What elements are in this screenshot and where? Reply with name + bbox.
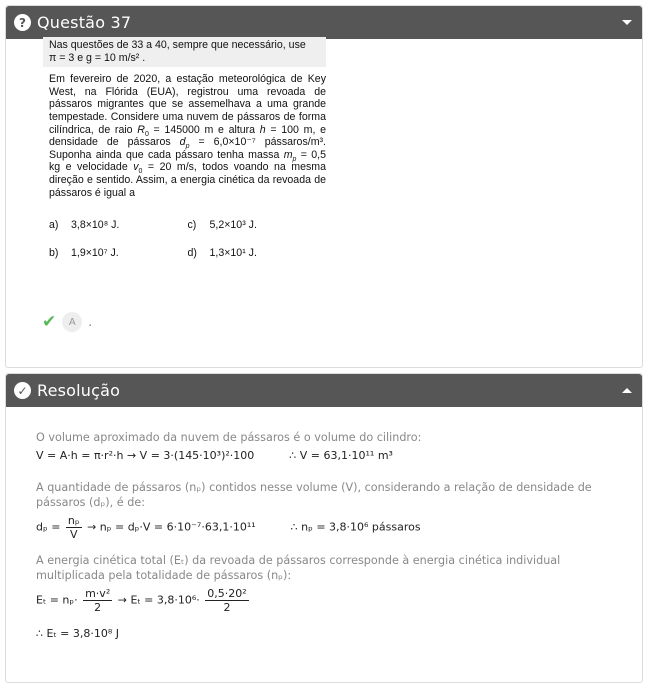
option-a [49,219,188,232]
note-line-1: Nas questões de 33 a 40, sempre que necessário, use [49,39,306,51]
eq2-lhs: dₚ = [36,520,61,534]
fraction-numerator: m·v² [85,587,111,600]
text-part-7: = 20 m/s, todos voando na mesma direção e sentido. Assim, a energia cinética da revoada de pássaros é igual a [49,161,327,199]
chevron-down-icon[interactable] [622,20,632,25]
fraction-values [205,587,248,614]
question-text: Em fevereiro de 2020, a estação meteorológica de Key West, na Flórida (EUA), registrou uma revoada de pássaros migrantes que se assemelhava a uma grande tempestade. Considere uma nuvem de pássaros de forma cilíndrica, de raio $R_0 = 145000$ m e altura h = 100 m, e densidade de pássaros $d_p = 6,0\times 10^{-7}$ pássaros/m³. Suponha ainda que cada pássaro tenha massa $m_p = 0,5$ kg e velocidade $v_0 = 20$ m/s, todos voando na mesma direção e sentido. Assim, a energia cinética da revoada de pássaros é igual a [49,73,327,199]
answer-options [43,211,326,267]
question-note [43,37,326,67]
resolution-paragraph-2: A quantidade de pássaros (nₚ) contidos nesse volume (V), considerando a relação de densidade de pássaros (dₚ), é de: [36,481,592,509]
eq3-lhs: Eₜ = nₚ· [36,593,78,607]
text-part-3: = 100 m, e densidade de pássaros [49,123,326,149]
equation-energy [36,587,626,614]
fraction-numerator: 0,5·20² [207,587,247,600]
answer-badge: A [62,312,82,332]
question-circle-icon: ? [14,14,31,31]
question-statement [43,37,326,267]
text-part-4: = 6,0×10⁻⁷ pássaros/m³. [198,136,326,149]
option-value: 1,3×10¹ J. [209,246,257,259]
option-letter: d) [187,246,197,259]
fraction-numerator: nₚ [67,514,80,527]
question-panel [5,5,643,368]
option-value: 1,9×10⁷ J. [71,246,119,259]
text-part-6: = 0,5 kg e velocidade [49,148,326,174]
option-b [49,247,188,260]
option-value: 3,8×10⁸ J. [71,218,120,231]
note-line-2: π = 3 e g = 10 m/s² . [49,51,146,64]
resolution-panel [5,373,643,683]
option-letter: c) [187,218,197,231]
fraction-denominator: V [69,528,78,541]
text-part-1: Em fevereiro de 2020, a estação meteorológica de Key West, na Flórida (EUA), registrou uma revoada de pássaros migrantes que se assemelhava a uma grande tempestade. Considere uma nuvem de pássaros de forma cilíndrica, de raio [49,73,326,136]
eq1-left: V = A·h = π·r²·h → V = 3·(145·10³)²·100 [36,449,255,462]
resolution-body [36,430,626,641]
fraction-denominator: 2 [223,601,231,614]
text-part-2: = 145000 m e altura [153,123,256,136]
answer-suffix: . [88,315,93,329]
eq2-result: ∴ nₚ = 3,8·10⁶ pássaros [290,520,421,534]
eq2-mid: → nₚ = dₚ·V = 6·10⁻⁷·63,1·10¹¹ [87,520,256,534]
option-value: 5,2×10³ J. [209,218,257,231]
eq1-result: ∴ V = 63,1·10¹¹ m³ [289,449,393,462]
equation-volume [36,448,626,463]
answer-row [42,312,92,332]
fraction-denominator: 2 [94,601,102,614]
fraction-mv2 [83,587,112,614]
check-icon: ✔ [42,312,57,332]
text-part-5: Suponha ainda que cada pássaro tenha massa [49,148,280,161]
fraction-np-v [66,514,82,541]
equation-count [36,514,626,541]
question-header[interactable] [6,6,642,39]
equation-final: ∴ Eₜ = 3,8·10⁸ J [36,627,120,640]
resolution-header[interactable] [6,374,642,407]
resolution-title: Resolução [37,381,121,400]
eq3-mid: → Eₜ = 3,8·10⁶· [117,593,200,607]
option-d [188,247,327,260]
option-letter: b) [49,246,59,259]
option-c [188,219,327,232]
option-letter: a) [49,218,59,231]
resolution-paragraph-3: A energia cinética total (Eₜ) da revoada de pássaros corresponde à energia cinética individual multiplicada pela totalidade de pássaros (nₚ): [36,554,561,582]
question-title: Questão 37 [37,13,132,32]
check-circle-icon: ✓ [14,382,31,399]
resolution-paragraph-1: O volume aproximado da nuvem de pássaros é o volume do cilindro: [36,431,422,444]
chevron-up-icon[interactable] [622,388,632,393]
